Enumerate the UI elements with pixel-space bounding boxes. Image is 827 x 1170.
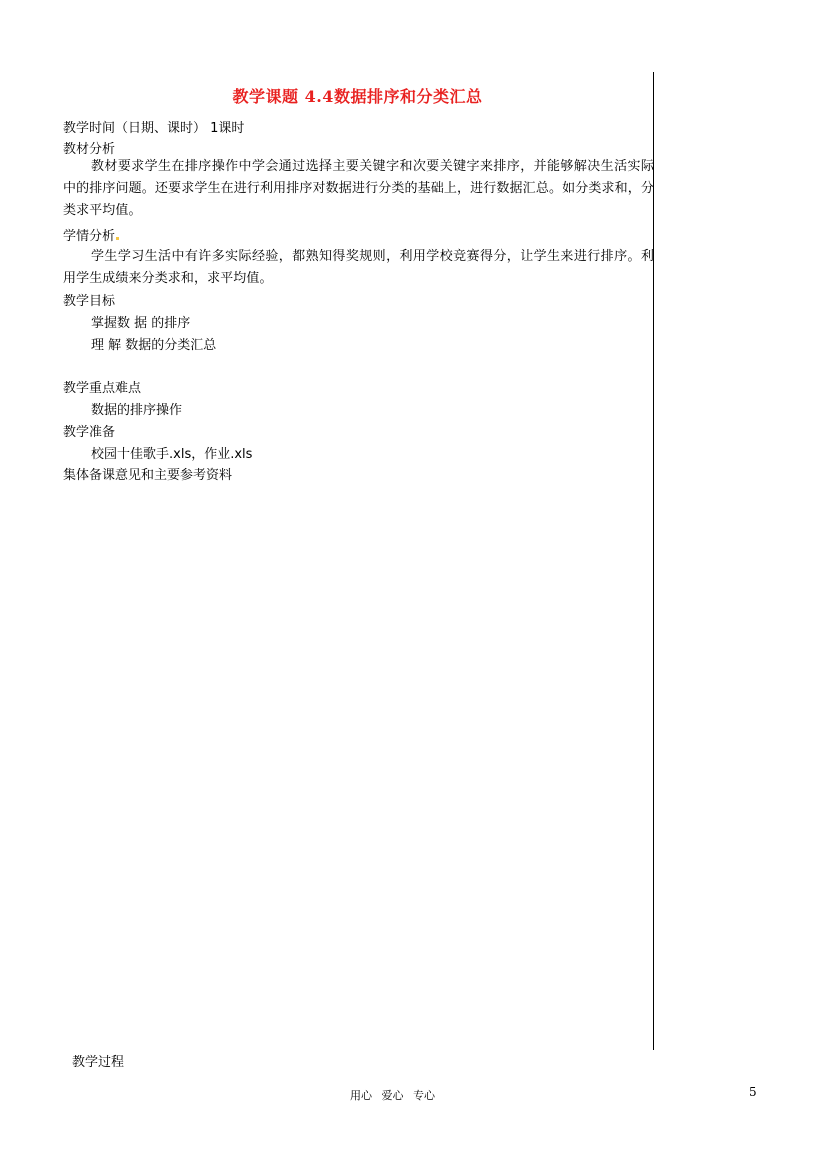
lesson-title: 教学课题 4.4数据排序和分类汇总: [232, 87, 483, 106]
page-number: 5: [749, 1085, 757, 1099]
goal-item-1: 掌握数 据 的排序: [91, 316, 191, 331]
key-points-heading: 教学重点难点: [63, 381, 142, 396]
preparation-item: 校园十佳歌手.xls，作业.xls: [91, 447, 253, 462]
learner-heading-text: 学情分析: [63, 229, 116, 244]
goal-item-2: 理 解 数据的分类汇总: [91, 338, 217, 353]
teaching-time-line: 教学时间（日期、课时） 1课时: [63, 121, 245, 136]
process-heading: 教学过程: [72, 1055, 125, 1070]
collective-heading: 集体备课意见和主要参考资料: [63, 468, 233, 483]
material-paragraph: 教材要求学生在排序操作中学会通过选择主要关键字和次要关键字来排序，并能够解决生活实际中的排序问题。还要求学生在进行利用排序对数据进行分类的基础上，进行数据汇总。如分类求和，分类求平均值。: [63, 159, 654, 218]
learner-paragraph: 学生学习生活中有许多实际经验，都熟知得奖规则，利用学校竞赛得分，让学生来进行排序。利用学生成绩来分类求和，求平均值。: [63, 249, 654, 286]
footer-motto: 用心 爱心 专心: [350, 1089, 435, 1102]
key-points-item: 数据的排序操作: [91, 403, 183, 418]
highlight-mark-icon: [116, 237, 119, 240]
preparation-heading: 教学准备: [63, 425, 116, 440]
learner-heading: [63, 228, 119, 245]
material-heading: 教材分析: [63, 142, 116, 157]
goals-heading: 教学目标: [63, 294, 116, 309]
